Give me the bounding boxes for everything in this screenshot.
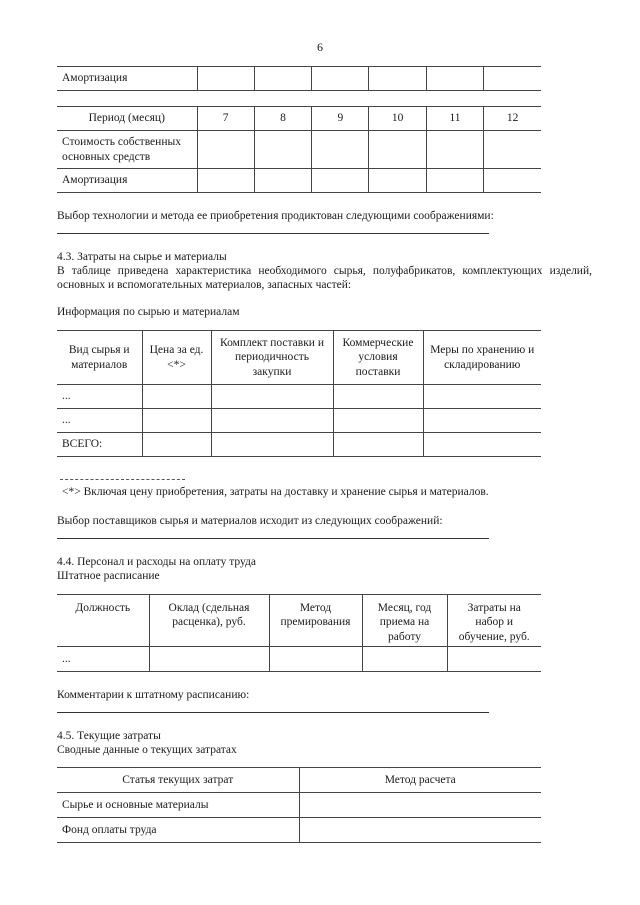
table-cell [269,647,362,672]
table-cell: Сырье и основные материалы [57,793,299,818]
table-cell [299,818,541,843]
table-cell [484,67,541,91]
table-cell: Фонд оплаты труда [57,818,299,843]
table-cell [197,131,254,169]
supplier-choice-text: Выбор поставщиков сырья и материалов исходит из следующих соображений: [57,515,443,527]
column-header: Месяц, год приема на работу [362,595,447,647]
column-header: Должность [57,595,149,647]
technology-choice-text: Выбор технологии и метода ее приобретения продиктован следующими соображениями: [57,210,494,222]
section-4-4-subtitle: Штатное расписание [57,570,160,582]
table-cell [369,169,426,193]
table-cell [333,433,423,457]
raw-materials-table-caption: Информация по сырью и материалам [57,306,240,318]
raw-materials-table [57,330,541,457]
table-cell [426,131,483,169]
table-cell [369,67,426,91]
row-label: Амортизация [57,169,197,193]
table-header-row [57,331,541,385]
column-header: Коммерческие условия поставки [333,331,423,385]
staff-comments-label: Комментарии к штатному расписанию: [57,689,250,701]
table-header-row [57,595,541,647]
column-header: Метод расчета [299,768,541,793]
column-header: Вид сырья и материалов [57,331,142,385]
section-4-4-title: 4.4. Персонал и расходы на оплату труда [57,556,256,568]
table-cell [142,385,211,409]
row-label: Амортизация [57,67,197,91]
table-cell [197,169,254,193]
column-header: Комплект поставки и периодичность закупки [211,331,333,385]
table-cell [254,67,311,91]
section-4-5-subtitle: Сводные данные о текущих затратах [57,744,237,756]
table-cell [312,131,369,169]
table-cell [333,385,423,409]
table-row [57,131,541,169]
table-cell: ... [57,647,149,672]
fill-in-line[interactable] [57,712,489,713]
table-cell [426,67,483,91]
table-cell [142,409,211,433]
table-row [57,169,541,193]
staff-schedule-table [57,594,541,672]
table-cell [211,409,333,433]
column-header: Затраты на набор и обучение, руб. [447,595,541,647]
month-header: 10 [369,107,426,131]
table-cell [423,385,541,409]
table-row [57,793,541,818]
month-header: 8 [254,107,311,131]
table-cell [369,131,426,169]
table-row-total [57,433,541,457]
section-4-3-title: 4.3. Затраты на сырье и материалы [57,251,227,263]
table-cell [484,169,541,193]
period-header: Период (месяц) [57,107,197,131]
table-cell [447,647,541,672]
month-header: 9 [312,107,369,131]
month-header: 12 [484,107,541,131]
section-4-5-title: 4.5. Текущие затраты [57,730,161,742]
table-row [57,409,541,433]
table-header-row [57,768,541,793]
table-cell [423,409,541,433]
column-header: Метод премирования [269,595,362,647]
table-cell [312,169,369,193]
table-cell: ... [57,385,142,409]
table-row [57,67,541,91]
table-cell [484,131,541,169]
month-header: 11 [426,107,483,131]
column-header: Оклад (сдельная расценка), руб. [149,595,269,647]
table-cell [423,433,541,457]
column-header: Статья текущих затрат [57,768,299,793]
table-cell [142,433,211,457]
footnote-separator [60,479,185,480]
table-cell [362,647,447,672]
row-label: Стоимость собственных основных средств [57,131,197,169]
period-table [57,106,541,193]
table-cell [211,385,333,409]
amortization-table-top [57,66,541,91]
fill-in-line[interactable] [57,538,489,539]
table-cell [254,131,311,169]
page-number: 6 [317,40,323,54]
table-cell: ... [57,409,142,433]
section-4-3-paragraph: В таблице приведена характеристика необходимого сырья, полуфабрикатов, комплектующих изделий, основных и вспомогательных материалов, запасных частей: [57,265,592,292]
table-header-row [57,107,541,131]
footnote: <*> Включая цену приобретения, затраты на доставку и хранение сырья и материалов. [62,486,489,498]
table-row [57,647,541,672]
table-row [57,818,541,843]
column-header: Меры по хранению и складированию [423,331,541,385]
current-costs-table [57,767,541,843]
fill-in-line[interactable] [57,233,489,234]
column-header: Цена за ед. <*> [142,331,211,385]
table-cell [254,169,311,193]
month-header: 7 [197,107,254,131]
table-cell [312,67,369,91]
table-cell [211,433,333,457]
table-cell [149,647,269,672]
table-cell [426,169,483,193]
table-cell [333,409,423,433]
table-cell [197,67,254,91]
table-cell [299,793,541,818]
table-cell: ВСЕГО: [57,433,142,457]
table-row [57,385,541,409]
